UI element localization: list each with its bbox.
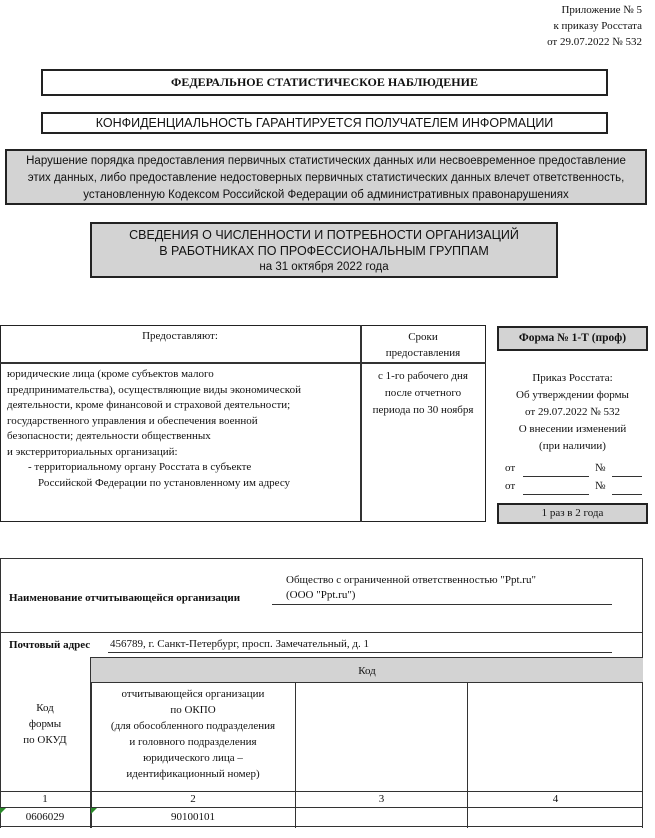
amendment-date-field-2 [523, 494, 589, 495]
frequency-box: 1 раз в 2 года [497, 503, 648, 524]
submitters-line: безопасности; деятельности общественных [7, 430, 211, 442]
okpo-header-line: по ОКПО [170, 704, 216, 716]
submitters-header: Предоставляют: [142, 330, 218, 342]
submitters-line: юридические лица (кроме субъектов малого [7, 368, 214, 380]
deadline-line: после отчетного [384, 387, 462, 399]
liability-warning-box [5, 149, 647, 205]
okpo-header-line: отчитывающейся организации [121, 688, 265, 700]
address-label: Почтовый адрес [9, 639, 91, 651]
federal-observation-box: ФЕДЕРАЛЬНОЕ СТАТИСТИЧЕСКОЕ НАБЛЮДЕНИЕ [41, 69, 608, 96]
title-line-1: СВЕДЕНИЯ О ЧИСЛЕННОСТИ И ПОТРЕБНОСТИ ОРГАНИЗАЦИЙ [129, 228, 519, 242]
values-row-bottom [0, 826, 643, 827]
amendment-date-label: от [505, 462, 516, 474]
org-name-line-1: Общество с ограниченной ответственностью "Ppt.ru" [286, 574, 536, 586]
title-line-2: В РАБОТНИКАХ ПО ПРОФЕССИОНАЛЬНЫМ ГРУППАМ [159, 244, 489, 258]
okud-header-line: формы [28, 718, 62, 730]
submitters-line: государственного управления и обеспечения военной [7, 414, 258, 427]
deadline-line: периода по 30 ноября [372, 404, 474, 416]
okud-header-line: по ОКУД [23, 734, 67, 746]
amendment-number-label-2: № [595, 480, 606, 492]
okud-header [0, 700, 90, 748]
deadline-header-line-1: Сроки [408, 331, 438, 343]
submitters-line: и экстерриториальных организаций: [7, 445, 178, 458]
order-line: от 29.07.2022 № 532 [525, 406, 620, 418]
amendment-number-label: № [595, 462, 606, 474]
amendment-number-field [612, 476, 642, 477]
org-name-line-2: (ООО "Ppt.ru") [286, 589, 356, 601]
col-number-2: 2 [190, 793, 196, 805]
submitters-description [7, 367, 359, 491]
submitters-line: предпринимательства), осуществляющие виды экономической [7, 383, 301, 396]
submitters-sub-line: - территориальному органу Росстата в субъекте [28, 461, 252, 473]
confidentiality-box: КОНФИДЕНЦИАЛЬНОСТЬ ГАРАНТИРУЕТСЯ ПОЛУЧАТЕЛЕМ ИНФОРМАЦИИ [41, 112, 608, 134]
order-line: Приказ Росстата: [532, 372, 613, 384]
approval-order [497, 370, 648, 455]
submitters-line: деятельности, кроме финансовой и страховой деятельности; [7, 399, 291, 411]
okpo-code-value: 90100101 [171, 811, 215, 823]
okud-code-value: 0606029 [25, 811, 65, 823]
appendix-line-2: к приказу Росстата [553, 20, 642, 32]
okpo-header-line: (для обособленного подразделения [110, 720, 276, 732]
appendix-line-3: от 29.07.2022 № 532 [547, 36, 642, 48]
title-line-3: на 31 октября 2022 года [259, 261, 389, 273]
deadline-header [361, 329, 485, 361]
okud-header-line: Код [36, 702, 54, 714]
warning-line-2: этих данных, либо предоставление недостоверных первичных статистических данных влечет ответственность, [27, 172, 625, 184]
form-number-box: Форма № 1-Т (проф) [497, 326, 648, 351]
amendment-date-label-2: от [505, 480, 516, 492]
order-line: О внесении изменений [518, 423, 627, 435]
org-name-value [286, 573, 536, 603]
okpo-header-line: и головного подразделения [129, 736, 257, 748]
address-underline [108, 652, 612, 653]
warning-line-1: Нарушение порядка предоставления первичных статистических данных или несвоевременное предоставление [26, 155, 626, 167]
address-value: 456789, г. Санкт-Петербург, просп. Замечательный, д. 1 [110, 638, 369, 650]
submitters-sub-line: Российской Федерации по установленному им адресу [38, 476, 291, 489]
okpo-header-line: идентификационный номер) [126, 768, 260, 780]
deadline-header-line-2: предоставления [385, 347, 461, 359]
deadline-description [361, 368, 485, 419]
appendix-line-1: Приложение № 5 [561, 4, 642, 16]
deadline-line: с 1-го рабочего дня [378, 370, 468, 382]
codes-header: Код [90, 657, 643, 683]
submitters-sub-list [7, 460, 359, 491]
order-line: Об утверждении формы [516, 389, 629, 401]
org-name-underline [272, 604, 612, 605]
number-row-top [0, 791, 643, 792]
col-number-1: 1 [42, 793, 48, 805]
org-address-divider [0, 632, 643, 633]
org-name-label: Наименование отчитывающейся организации [9, 592, 241, 604]
submitters-table-header-divider [0, 362, 486, 364]
okpo-header-line: юридического лица – [143, 752, 243, 764]
col-number-4: 4 [552, 793, 559, 805]
amendment-number-field-2 [612, 494, 642, 495]
amendment-date-field [523, 476, 589, 477]
order-line: (при наличии) [539, 440, 606, 452]
okpo-header [91, 686, 295, 782]
appendix-note [547, 2, 642, 50]
report-title-box [90, 222, 558, 278]
warning-line-3: установленную Кодексом Российской Федерации об административных правонарушениях [83, 189, 569, 201]
col-number-3: 3 [378, 793, 385, 805]
